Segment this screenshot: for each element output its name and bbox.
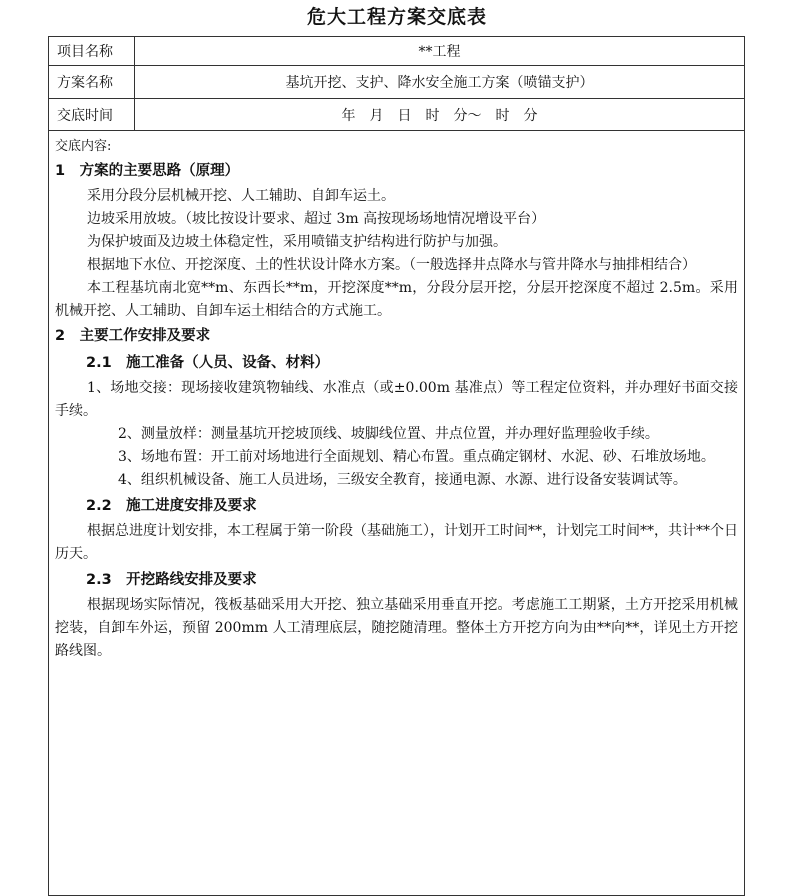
subsection-heading-2-1: 2.1 施工准备（人员、设备、材料） (86, 355, 330, 371)
subsection-heading-2-2: 2.2 施工进度安排及要求 (86, 498, 257, 514)
document-title: 危大工程方案交底表 (306, 6, 487, 28)
paragraph: 本工程基坑南北宽**m、东西长**m，开挖深度**m，分段分层开挖，分层开挖深度不超过 2.5m。采用机械开挖、人工辅助、自卸车运土相结合的方式施工。 (55, 280, 738, 319)
plan-name-label: 方案名称 (49, 66, 135, 98)
list-item: 2、测量放样：测量基坑开挖坡顶线、坡脚线位置、井点位置，并办理好监理验收手续。 (118, 426, 659, 442)
disclosure-time-row (49, 99, 744, 131)
project-name-label: 项目名称 (49, 37, 135, 65)
disclosure-time-label: 交底时间 (49, 99, 135, 130)
paragraph: 根据现场实际情况，筏板基础采用大开挖、独立基础采用垂直开挖。考虑施工工期紧，土方开挖采用机械挖装，自卸车外运，预留 200mm 人工清理底层，随挖随清理。整体土方开挖方向为由**向**，详见土方开挖路线图。 (55, 597, 738, 659)
disclosure-table (48, 36, 745, 896)
list-item: 3、场地布置：开工前对场地进行全面规划、精心布置。重点确定钢材、水泥、砂、石堆放场地。 (118, 449, 715, 465)
subsection-heading-2-3: 2.3 开挖路线安排及要求 (86, 572, 257, 588)
plan-name-value: 基坑开挖、支护、降水安全施工方案（喷锚支护） (285, 75, 594, 91)
paragraph: 边坡采用放坡。（坡比按设计要求、超过 3m 高按现场场地情况增设平台） (87, 211, 546, 227)
section-heading-1: 1 方案的主要思路（原理） (55, 163, 240, 179)
plan-name-row (49, 66, 744, 99)
disclosure-time-value: 年 月 日 时 分～ 时 分 (341, 107, 538, 124)
project-name-row (49, 37, 744, 66)
section-heading-2: 2 主要工作安排及要求 (55, 328, 211, 344)
list-item: 1、场地交接：现场接收建筑物轴线、水准点（或±0.00m 基准点）等工程定位资料，并办理好书面交接手续。 (55, 380, 738, 419)
disclosure-content (49, 131, 744, 895)
content-label: 交底内容: (55, 139, 112, 154)
paragraph: 为保护坡面及边坡土体稳定性，采用喷锚支护结构进行防护与加强。 (87, 234, 507, 250)
project-name-value: **工程 (418, 44, 461, 60)
paragraph: 根据地下水位、开挖深度、土的性状设计降水方案。（一般选择井点降水与管井降水与抽排相结合） (87, 257, 696, 273)
paragraph: 根据总进度计划安排，本工程属于第一阶段（基础施工），计划开工时间**，计划完工时间**，共计**个日历天。 (55, 523, 738, 562)
list-item: 4、组织机械设备、施工人员进场，三级安全教育，接通电源、水源、进行设备安装调试等。 (118, 472, 687, 488)
paragraph: 采用分段分层机械开挖、人工辅助、自卸车运土。 (87, 188, 395, 204)
